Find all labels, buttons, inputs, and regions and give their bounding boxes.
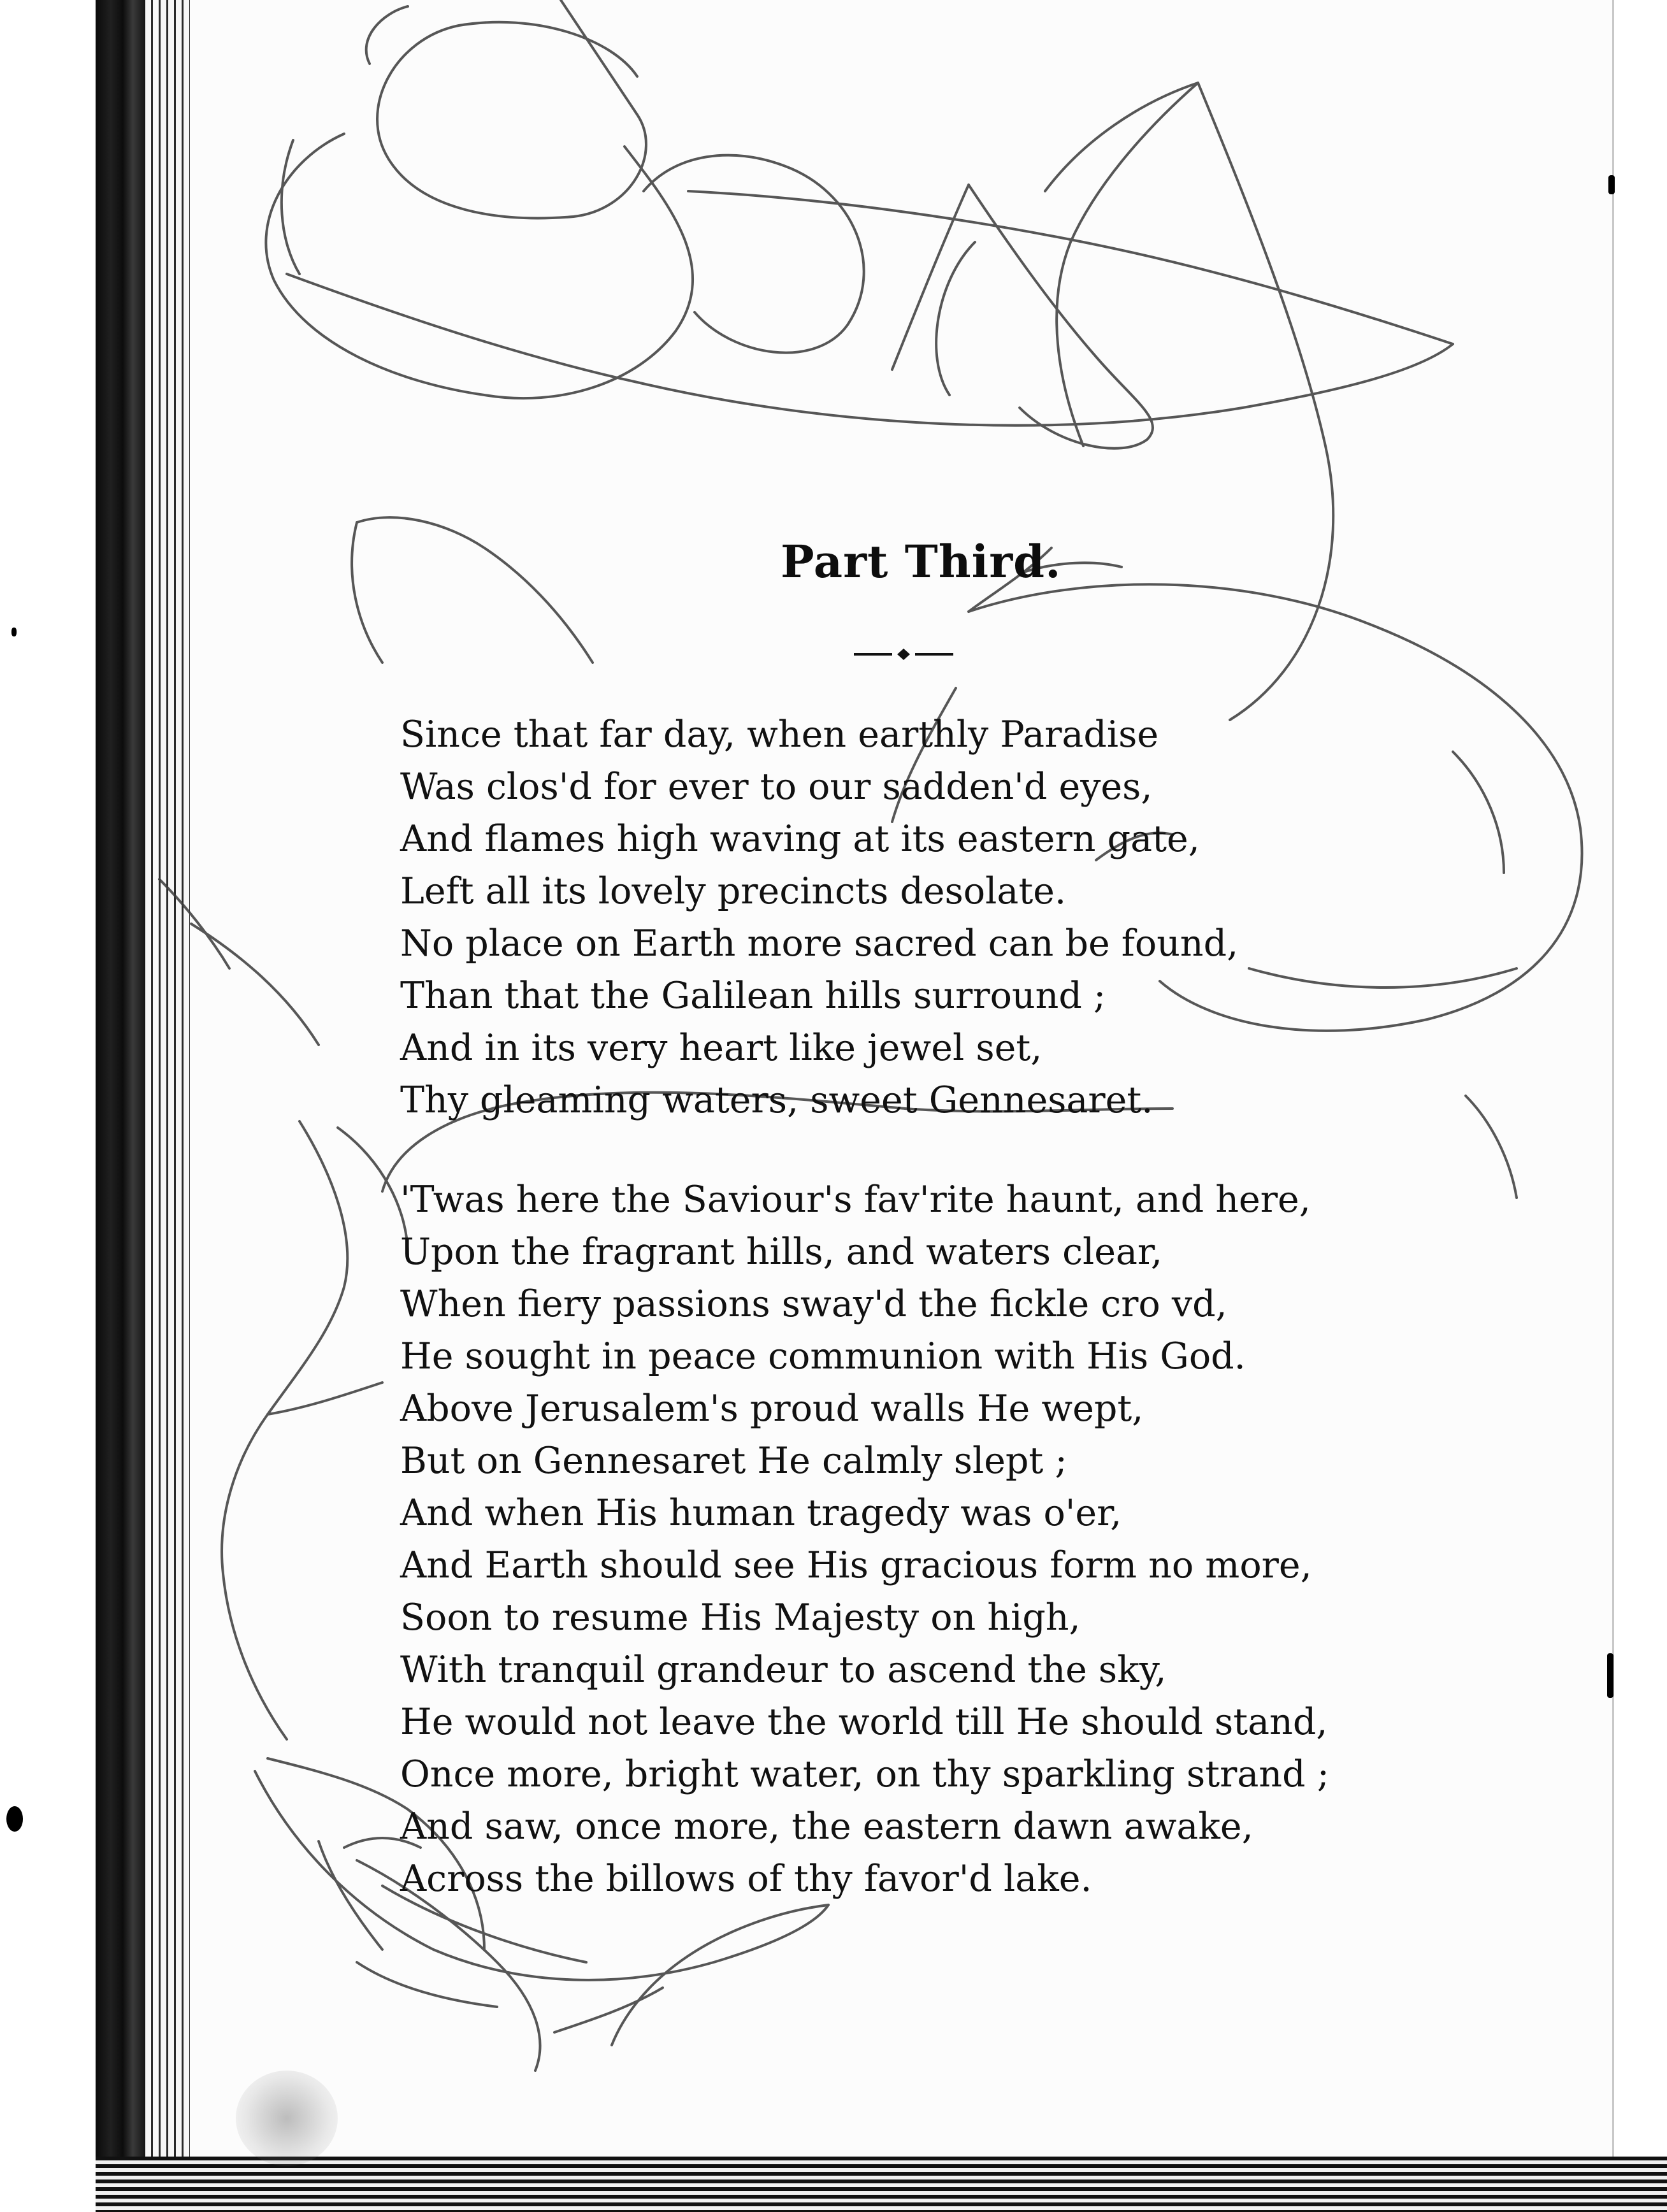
poem-line: 'Twas here the Saviour's fav'rite haunt, and here,: [400, 1179, 1311, 1221]
scan-speck: [11, 628, 17, 636]
page-edges: [145, 0, 190, 2212]
poem-line: Since that far day, when earthly Paradise: [400, 714, 1159, 756]
divider-ornament: [853, 645, 955, 664]
poem-line: And when His human tragedy was o'er,: [400, 1492, 1122, 1534]
poem-line: Soon to resume His Majesty on high,: [400, 1597, 1081, 1639]
poem-line: Left all its lovely precincts desolate.: [400, 870, 1067, 912]
poem-line: No place on Earth more sacred can be found,: [400, 923, 1239, 965]
poem-line: Thy gleaming waters, sweet Gennesaret.: [400, 1079, 1153, 1121]
section-heading: Part Third.: [781, 535, 1062, 588]
scan-margin-left: [0, 0, 96, 2212]
poem-line: Once more, bright water, on thy sparkling strand ;: [400, 1753, 1329, 1795]
stanza-1: [400, 708, 1238, 1126]
poem-line: With tranquil grandeur to ascend the sky,: [400, 1649, 1167, 1691]
scan-speck: [6, 1806, 23, 1832]
margin-mark: [1608, 175, 1615, 194]
poem-line: Than that the Galilean hills surround ;: [400, 975, 1106, 1017]
poem-line: Across the billows of thy favor'd lake.: [400, 1858, 1092, 1900]
poem-line: Upon the fragrant hills, and waters clear,: [400, 1231, 1163, 1273]
poem-line: And Earth should see His gracious form no more,: [400, 1544, 1312, 1586]
poem-line: Was clos'd for ever to our sadden'd eyes,: [400, 766, 1153, 808]
poem-line: And in its very heart like jewel set,: [400, 1027, 1043, 1069]
poem-line: When fiery passions sway'd the fickle cro vd,: [400, 1283, 1227, 1325]
stanza-2: [400, 1174, 1329, 1905]
poem-line: He sought in peace communion with His God.: [400, 1335, 1246, 1377]
book-spine-shadow: [96, 0, 145, 2212]
margin-mark: [1607, 1653, 1613, 1698]
page-stack-bottom: [96, 2157, 1667, 2212]
poem-line: And flames high waving at its eastern gate,: [400, 818, 1200, 860]
poem-line: Above Jerusalem's proud walls He wept,: [400, 1388, 1144, 1430]
scan-margin-right: [1612, 0, 1667, 2212]
poem-line: And saw, once more, the eastern dawn awake,: [400, 1806, 1253, 1848]
poem-line: He would not leave the world till He should stand,: [400, 1701, 1328, 1743]
poem-line: But on Gennesaret He calmly slept ;: [400, 1440, 1067, 1482]
ink-smudge: [236, 2071, 338, 2166]
